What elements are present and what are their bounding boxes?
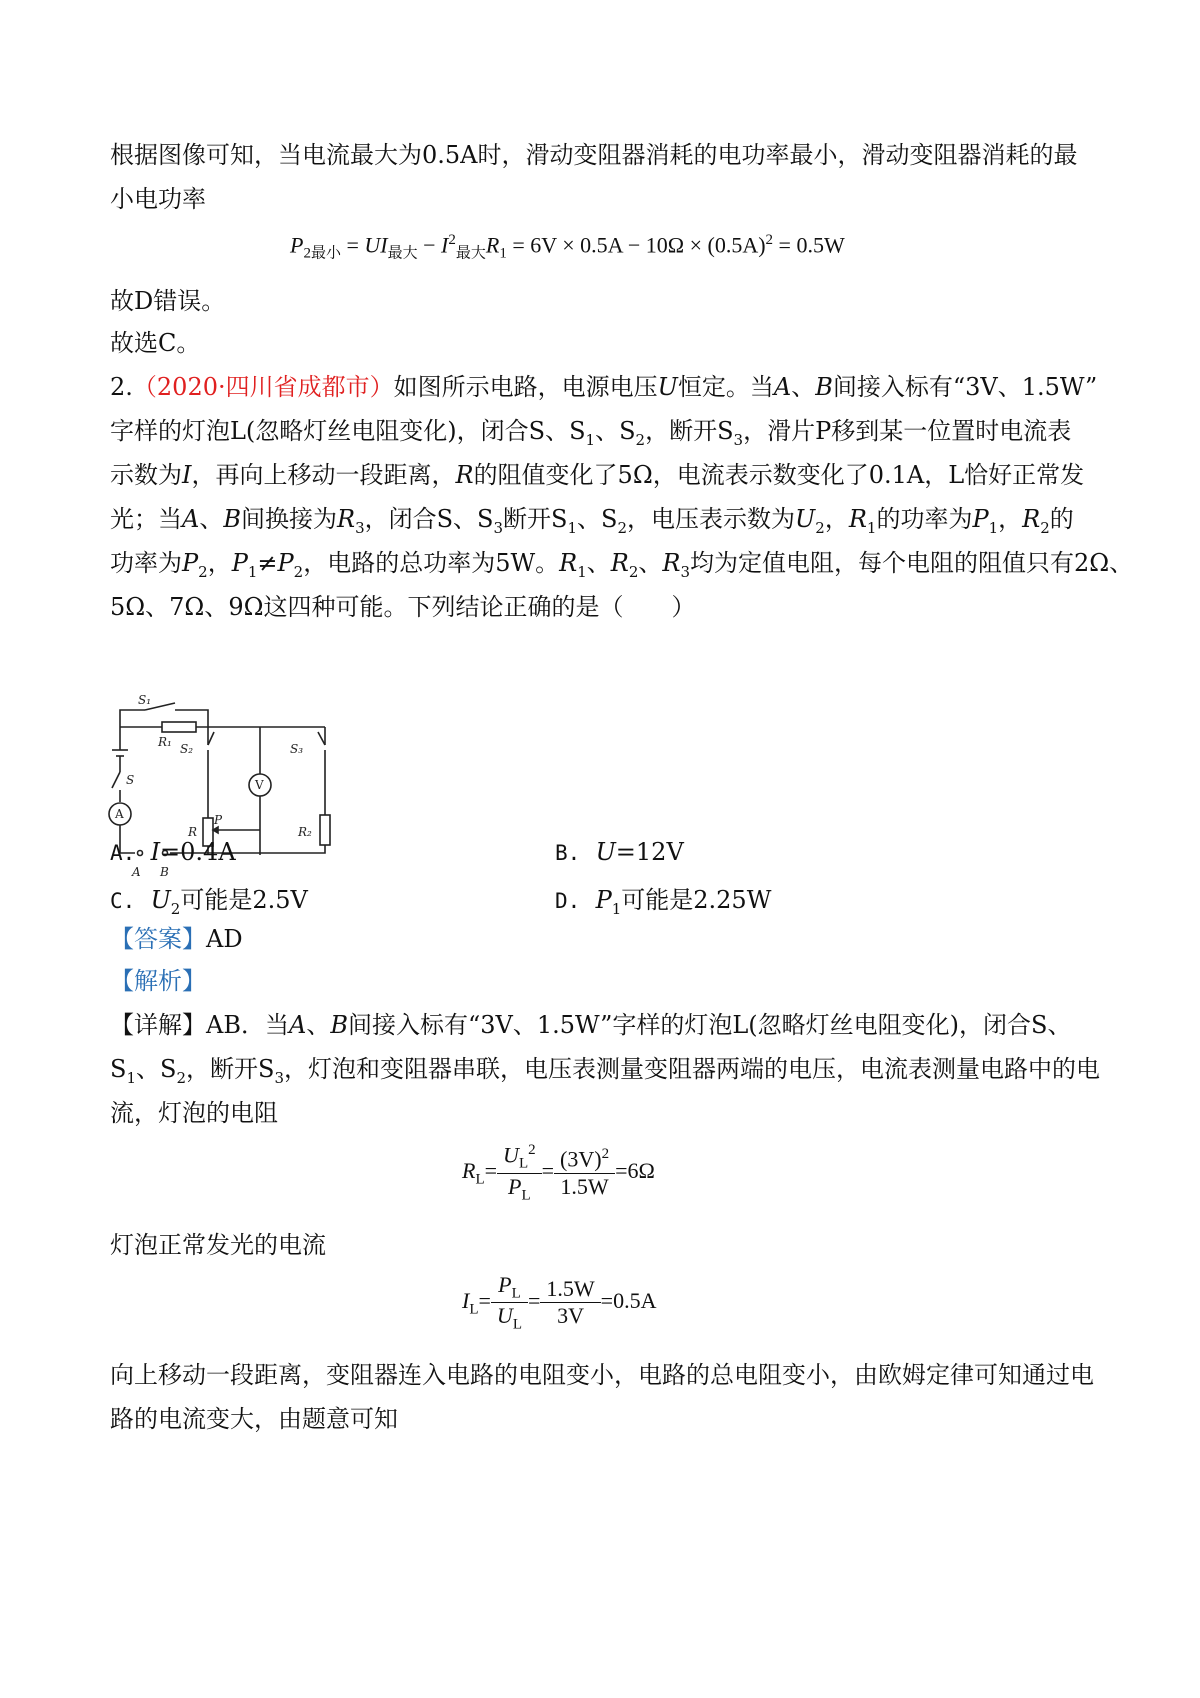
detail-line: 【详解】AB．当A、B间接入标有“3V、1.5W”字样的灯泡L(忽略灯丝电阻变化)，闭合S、 [110,1011,1072,1039]
switch-s3-icon [318,732,325,745]
paragraph-line: 路的电流变大，由题意可知 [110,1405,398,1433]
question-source: （2020·四川省成都市） [132,373,394,401]
option-d: D. $P_1$可能是2.25W [555,886,772,918]
answer-line [110,924,243,954]
answer-label: 【答案】 [110,925,206,953]
switch-s-icon [112,772,120,788]
question-2-line: 功率为$P_2$，$P_1\ne P_2$，电路的总功率为5W。$R_1$、$R_2$、$R_3$均为定值电阻，每个电阻的阻值只有2Ω、 [110,549,1134,581]
paragraph-line: 向上移动一段距离，变阻器连入电路的电阻变小，电路的总电阻变小，由欧姆定律可知通过电 [110,1361,1094,1389]
detail-line: 流，灯泡的电阻 [110,1099,278,1127]
analysis-label: 【解析】 [110,967,206,995]
question-2-line: 示数为I，再向上移动一段距离，R的阻值变化了5Ω，电流表示数变化了0.1A，L恰好正常发 [110,461,1085,489]
option-a: A. I=0.4A [110,838,236,866]
question-2-line: 字样的灯泡L(忽略灯丝电阻变化)，闭合S、$S_1$、$S_2$，断开$S_3$，滑片P移到某一位置时电流表 [110,417,1072,449]
question-2-line: 光；当A、B间换接为$R_3$，闭合S、$S_3$断开$S_1$、$S_2$，电压表示数为$U_2$，$R_1$的功率为$P_1$，$R_2$的 [110,505,1074,537]
formula-lamp-resistance: $R_L=$ $\frac{U_L^2}{P_L}$ = $\frac{(3V)^2}{1.5W}$ =6Ω [462,1142,655,1204]
label-s3: S₃ [290,742,304,756]
label-ammeter: A [115,807,124,821]
paragraph-line: 故选C。 [110,329,201,357]
option-b: B. U=12V [555,838,684,866]
question-2-line: 2.（2020·四川省成都市）如图所示电路，电源电压U恒定。当A、B间接入标有“3V、1.5W” [110,373,1098,401]
label-terminal-b: B [160,865,169,879]
label-s1: S₁ [138,693,152,707]
detail-line: $S_1$、$S_2$，断开$S_3$，灯泡和变阻器串联，电压表测量变阻器两端的电压，电流表测量电路中的电 [110,1055,1100,1087]
answer-value: AD [206,925,243,953]
question-2-line: 5Ω、7Ω、9Ω这四种可能。下列结论正确的是（ ） [110,593,696,621]
resistor-r1-icon [162,722,196,732]
paragraph-line: 故D错误。 [110,287,226,315]
formula-min-power: $P_{2最小} = UI_{最大} - I^2_{最大}R_1 = 6V \times 0.5A - 10\Omega \times (0.5A)^2 = 0.5W$ [290,232,845,262]
label-r: R [188,825,198,839]
paragraph-line: 灯泡正常发光的电流 [110,1231,326,1259]
label-voltmeter: V [255,778,264,792]
label-r2: R₂ [298,825,312,839]
paragraph-line: 小电功率 [110,185,206,213]
analysis-line [110,966,206,996]
paragraph-line: 根据图像可知，当电流最大为0.5A时，滑动变阻器消耗的电功率最小，滑动变阻器消耗的最 [110,141,1078,169]
label-s2: S₂ [180,742,194,756]
formula-lamp-current: $I_L=$ $\frac{P_L}{U_L}$ = $\frac{1.5W}{3V}$ =0.5A [462,1272,657,1333]
label-p: P [214,813,223,827]
label-s: S [126,773,135,787]
switch-s2-icon [208,732,214,745]
label-r1: R₁ [158,735,172,749]
option-c: C. $U_2$可能是2.5V [110,886,308,918]
label-terminal-a: A [132,865,141,879]
resistor-r2-icon [320,815,330,845]
